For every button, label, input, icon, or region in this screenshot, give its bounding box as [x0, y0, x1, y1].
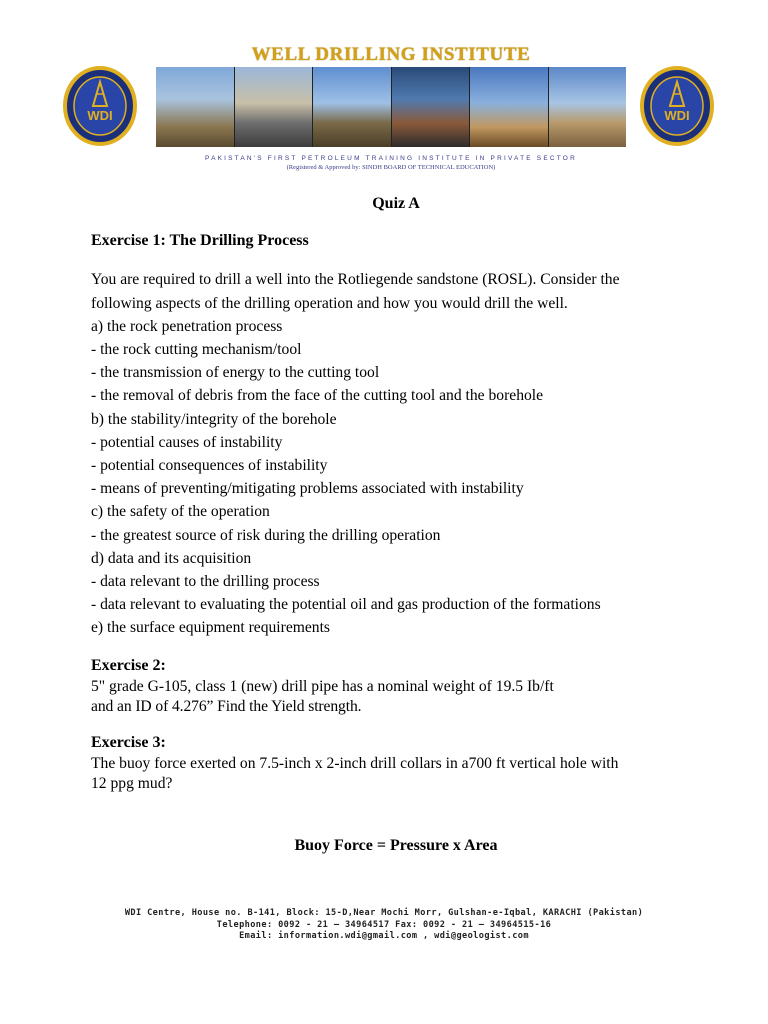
wdi-logo-left: [63, 66, 137, 146]
photo-field-rig: [313, 67, 391, 147]
exercise-1-item: - the rock cutting mechanism/tool: [91, 341, 302, 359]
footer-phone: Telephone: 0092 - 21 – 34964517 Fax: 0092 - 21 – 34964515-16: [216, 919, 552, 930]
photo-rig-tower: [156, 67, 234, 147]
exercise-3-heading: Exercise 3:: [91, 733, 166, 751]
exercise-1-item: - potential causes of instability: [91, 433, 283, 451]
exercise-1-intro-line: following aspects of the drilling operation and how you would drill the well.: [91, 294, 568, 312]
exercise-1-heading: Exercise 1: The Drilling Process: [91, 232, 309, 250]
exercise-3-line: The buoy force exerted on 7.5-inch x 2-inch drill collars in a700 ft vertical hole with: [91, 755, 619, 773]
exercise-1-item: c) the safety of the operation: [91, 503, 270, 521]
quiz-body: [91, 190, 701, 857]
photo-pumpjack: [470, 67, 548, 147]
registration-note: (Registered & Approved by: SINDH BOARD OF TECHNICAL EDUCATION): [286, 164, 496, 171]
exercise-1-item: - means of preventing/mitigating problems associated with instability: [91, 480, 524, 498]
exercise-1-item: b) the stability/integrity of the borehole: [91, 410, 337, 428]
exercise-1-item: - the greatest source of risk during the drilling operation: [91, 526, 441, 544]
exercise-1-item: d) data and its acquisition: [91, 549, 252, 567]
quiz-title: Quiz A: [372, 195, 420, 212]
exercise-2-line: and an ID of 4.276” Find the Yield strength.: [91, 697, 362, 715]
buoy-force-formula: Buoy Force = Pressure x Area: [294, 837, 498, 855]
photo-workers: [235, 67, 313, 147]
exercise-1-item: a) the rock penetration process: [91, 317, 283, 335]
exercise-3-line: 12 ppg mud?: [91, 775, 173, 793]
footer-address: WDI Centre, House no. B-141, Block: 15-D,Near Mochi Morr, Gulshan-e-Iqbal, KARACHI (Pakistan): [124, 908, 644, 918]
exercise-1-item: - data relevant to the drilling process: [91, 573, 320, 591]
exercise-1-item: - the removal of debris from the face of the cutting tool and the borehole: [91, 387, 544, 405]
exercise-1-intro-line: You are required to drill a well into the Rotliegende sandstone (ROSL). Consider the: [91, 271, 620, 289]
exercise-1-item: e) the surface equipment requirements: [91, 619, 331, 637]
logo-text: WDI: [664, 108, 690, 123]
photo-offshore-platform: [392, 67, 470, 147]
footer-email: Email: information.wdi@gmail.com , wdi@geologist.com: [239, 931, 529, 941]
exercise-1-item: - data relevant to evaluating the potential oil and gas production of the formations: [91, 596, 601, 614]
letterhead: [0, 0, 768, 180]
exercise-1-item: - potential consequences of instability: [91, 457, 328, 475]
institute-name: WELL DRILLING INSTITUTE: [251, 44, 531, 65]
wdi-logo-right: [640, 66, 714, 146]
photo-desert-rig: [549, 67, 627, 147]
exercise-1-item: - the transmission of energy to the cutting tool: [91, 364, 380, 382]
logo-text: WDI: [87, 108, 113, 123]
contact-footer: [60, 908, 708, 943]
exercise-2-heading: Exercise 2:: [91, 656, 166, 674]
drilling-photo-strip: [156, 67, 626, 147]
institute-tagline: PAKISTAN'S FIRST PETROLEUM TRAINING INSTITUTE IN PRIVATE SECTOR: [205, 155, 577, 162]
exercise-2-line: 5" grade G-105, class 1 (new) drill pipe has a nominal weight of 19.5 Ib/ft: [91, 677, 554, 695]
